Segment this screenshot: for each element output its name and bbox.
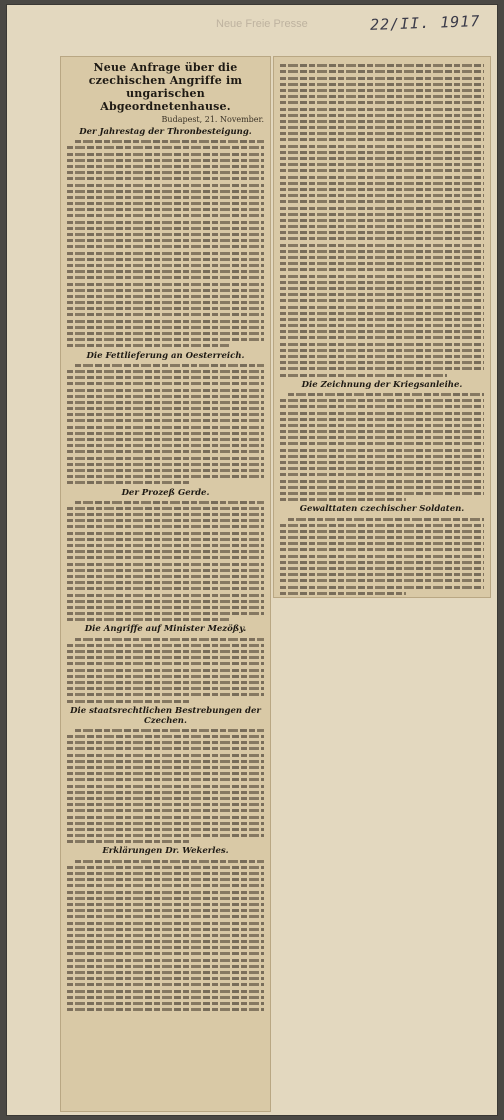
section-heading: Gewalttaten czechischer Soldaten. bbox=[299, 504, 465, 515]
article-headline: Neue Anfrage über die czechischen Angriffe im ungarischen Abgeordnetenhause. bbox=[88, 61, 243, 113]
section-heading: Die staatsrechtlichen Bestrebungen der Czechen. bbox=[70, 705, 261, 726]
section-heading: Erklärungen Dr. Wekerles. bbox=[102, 846, 229, 857]
section-heading: Die Fettlieferung an Oesterreich. bbox=[86, 350, 245, 361]
article-left-column bbox=[60, 56, 271, 1112]
handwritten-date: 22/II. 1917 bbox=[369, 12, 481, 34]
section-heading: Die Zeichnung der Kriegsanleihe. bbox=[301, 379, 463, 390]
newspaper-stamp: Neue Freie Presse bbox=[216, 18, 308, 30]
section-heading: Der Prozeß Gerde. bbox=[121, 487, 210, 498]
article-right-column bbox=[273, 56, 491, 598]
section-heading: Der Jahrestag der Thronbesteigung. bbox=[79, 127, 252, 137]
article-dateline: Budapest, 21. November. bbox=[161, 115, 264, 124]
section-heading: Die Angriffe auf Minister Mezößy. bbox=[84, 624, 247, 635]
